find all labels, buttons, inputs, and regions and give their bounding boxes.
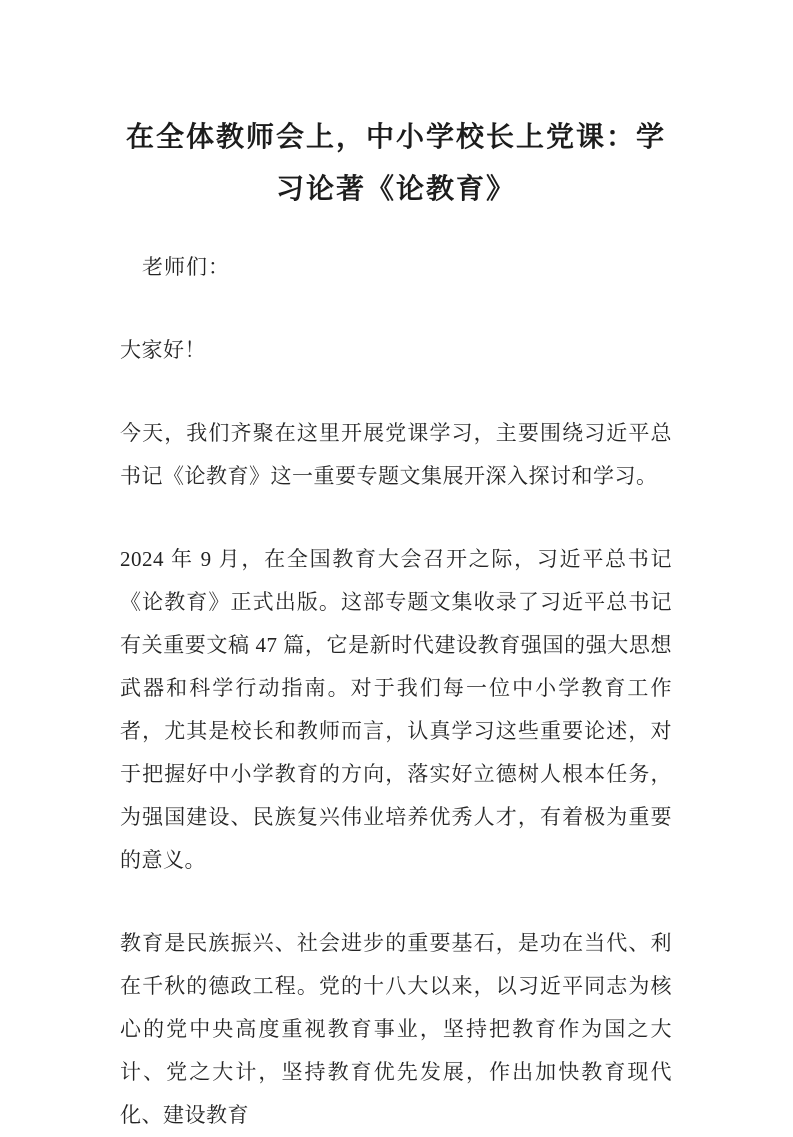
body-paragraph-publication: 2024 年 9 月，在全国教育大会召开之际，习近平总书记《论教育》正式出版。这部专题文集收录了习近平总书记有关重要文稿 47 篇，它是新时代建设教育强国的强大思想武器和科学行动指南。对于我们每一位中小学教育工作者，尤其是校长和教师而言，认真学习这些重要论述，对于把握好中小学教育的方向，落实好立德树人根本任务，为强国建设、民族复兴伟业培养优秀人才，有着极为重要的意义。 bbox=[120, 547, 672, 872]
salutation-line: 老师们： bbox=[142, 255, 230, 279]
body-paragraph-education-foundation: 教育是民族振兴、社会进步的重要基石，是功在当代、利在千秋的德政工程。党的十八大以来，以习近平同志为核心的党中央高度重视教育事业，坚持把教育作为国之大计、党之大计，坚持教育优先发展，作出加快教育现代化、建设教育 bbox=[120, 931, 672, 1127]
document-title: 在全体教师会上，中小学校长上党课：学习论著《论教育》 bbox=[125, 122, 666, 205]
greeting-paragraph: 大家好！ bbox=[120, 338, 206, 362]
intro-paragraph: 今天，我们齐聚在这里开展党课学习，主要围绕习近平总书记《论教育》这一重要专题文集展开深入探讨和学习。 bbox=[120, 421, 672, 488]
